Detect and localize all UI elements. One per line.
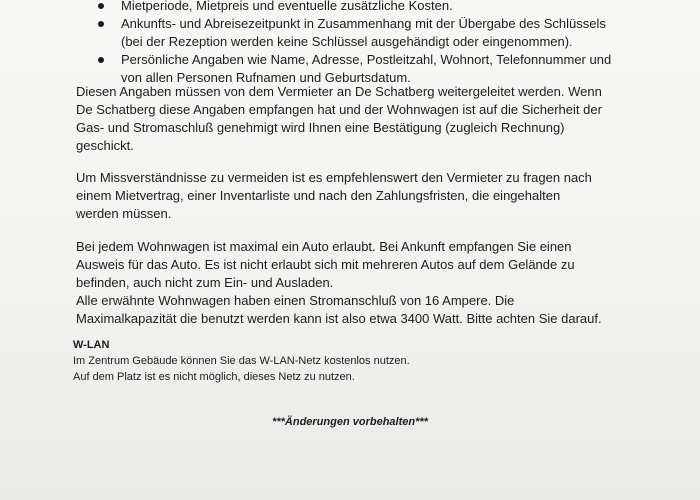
bullet-dot-icon [98, 3, 104, 9]
footer-note: ***Änderungen vorbehalten*** [272, 416, 428, 428]
bullet-item-rental-period [97, 0, 687, 15]
bullet-dot-icon [98, 57, 104, 63]
bullet-item-arrival-departure [97, 15, 687, 51]
bullet-text: Ankunfts- und Abreisezeitpunkt in Zusammenhang mit der Übergabe des Schlüssels (bei der Rezeption werden keine Schlüssel ausgehändigt oder eingenommen). [121, 16, 606, 49]
info-bullet-list [97, 0, 687, 87]
wlan-text: Im Zentrum Gebäude können Sie das W-LAN-Netz kostenlos nutzen. Auf dem Platz ist es nicht möglich, dieses Netz zu nutzen. [73, 355, 410, 383]
bullet-text: Mietperiode, Mietpreis und eventuelle zusätzliche Kosten. [121, 0, 453, 13]
paragraph-rental-contract: Um Missverständnisse zu vermeiden ist es empfehlenswert den Vermieter zu fragen nach einem Mietvertrag, einer Inventarliste und nach den Zahlungsfristen, die eingehalten werden müssen. [76, 170, 592, 221]
paragraph-car-and-power: Bei jedem Wohnwagen ist maximal ein Auto erlaubt. Bei Ankunft empfangen Sie einen Ausweis für das Auto. Es ist nicht erlaubt sich mit mehreren Autos auf dem Gelände zu befinden, auch nicht zum Ein- und Ausladen. Alle erwähnte Wohnwagen haben einen Stromanschluß von 16 Ampere. Die Maximalkapazität die benutzt werden kann ist also etwa 3400 Watt. Bitte achten Sie darauf. [76, 239, 602, 326]
bullet-item-personal-details [97, 51, 687, 87]
bullet-text: Persönliche Angaben wie Name, Adresse, Postleitzahl, Wohnort, Telefonnummer und von allen Personen Rufnamen und Geburtsdatum. [121, 52, 612, 85]
wlan-heading: W-LAN [73, 339, 110, 351]
bullet-dot-icon [98, 21, 104, 27]
paragraph-confirmation: Diesen Angaben müssen von dem Vermieter an De Schatberg weitergeleitet werden. Wenn De Schatberg diese Angaben empfangen hat und der Wohnwagen ist auf die Sicherheit der Gas- und Stromaschluß genehmigt wird Ihnen eine Bestätigung (zugleich Rechnung) geschickt. [76, 84, 602, 153]
